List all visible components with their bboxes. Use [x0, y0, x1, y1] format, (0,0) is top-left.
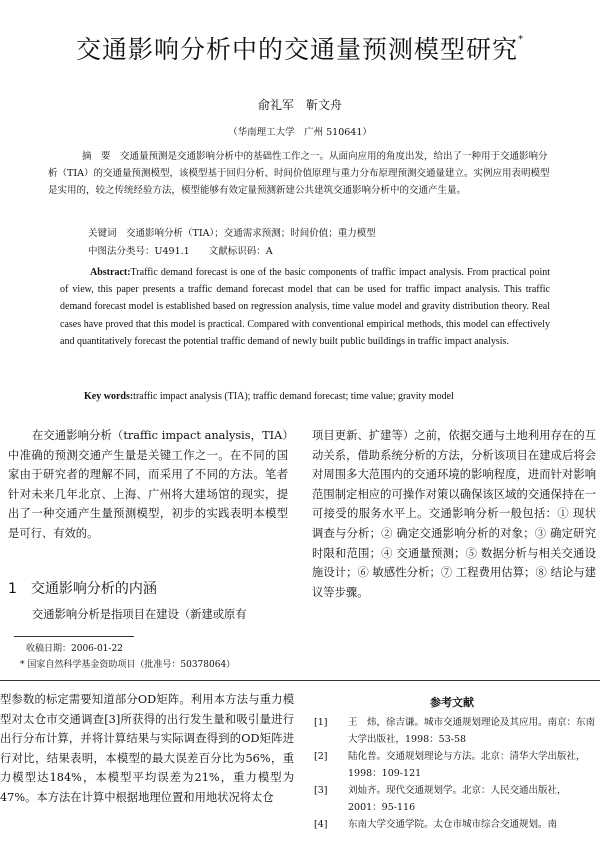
references-list	[314, 714, 598, 842]
footnote-rule	[14, 636, 134, 637]
keywords-en: Key words:traffic impact analysis (TIA); traffic demand forecast; time value; gravity model	[84, 391, 454, 402]
page-break-rule	[0, 680, 600, 681]
classification-line: 中图法分类号：U491.1 文献标识码：A	[88, 246, 273, 257]
title-footnote-mark: *	[518, 34, 524, 45]
affiliation: （华南理工大学 广州 510641）	[228, 127, 372, 138]
abstract-en-label: Abstract:	[90, 267, 131, 278]
section-paragraph: 交通影响分析是指项目在建设（新建或原有	[32, 608, 247, 621]
keywords-en-label: Key words:	[84, 391, 134, 402]
abstract-en: Abstract:Traffic demand forecast is one of the basic components of traffic impact analysis. From practical point of view, this paper presents a traffic demand forecast model that can be used for traffic impact analysis. This traffic demand forecast model is established based on regression analysis, time value model and gravity distribution theory. Real cases have proved that this model is practical. Compared with conventional empirical methods, this model can effectively and quantitatively forecast the potential traffic demand of newly built public buildings in traffic impact analysis.	[60, 267, 550, 347]
abstract-cn: 摘 要 交通量预测是交通影响分析中的基础性工作之一。从面向应用的角度出发，给出了一种用于交通影响分析（TIA）的交通量预测模型，该模型基于回归分析、时间价值原理与重力分布原理预测交通量建立。实例应用表明模型是实用的，较之传统经验方法，模型能够有效定量预测新建公共建筑交通影响分析中的交通产生量。	[48, 151, 550, 196]
continued-paragraph: 型参数的标定需要知道部分OD矩阵。利用本方法与重力模型对太仓市交通调查[3]所获得的出行发生量和吸引量进行出行分布计算，并将计算结果与实际调查得到的OD矩阵进行对比，结果表明，本模型的最大误差百分比为56%，重力模型达184%，本模型平均误差为21%，重力模型为47%。本方法在计算中根据地理位置和用地状况将太仓	[0, 693, 294, 804]
footnote-fund: * 国家自然科学基金资助项目（批准号：50378064）	[20, 660, 236, 670]
reference-item: [3] 刘灿齐。现代交通规划学。北京：人民交通出版社，2001：95-116	[314, 785, 567, 813]
keywords-cn: 关键词 交通影响分析（TIA）；交通需求预测；时间价值；重力模型	[88, 228, 376, 239]
reference-item: [2] 陆化普。交通规划理论与方法。北京：清华大学出版社，1998：109-121	[314, 751, 586, 779]
authors: 俞礼军 靳文舟	[257, 98, 342, 112]
references-title: 参考文献	[430, 696, 474, 709]
intro-paragraph: 在交通影响分析（traffic impact analysis，TIA）中准确的预测交通产生量是关键工作之一。在不同的国家由于研究者的理解不同，而采用了不同的方法。笔者针对未来几年北京、上海、广州将大建场馆的现实，提出了一种交通产生量预测模型，初步的实践表明本模型是可行、有效的。	[8, 429, 288, 540]
reference-item: [4] 东南大学交通学院。太仓市城市综合交通规划。南	[314, 819, 558, 830]
footnote-received: 收稿日期：2006-01-22	[26, 644, 123, 654]
paper-title: 交通影响分析中的交通量预测模型研究*	[75, 34, 524, 64]
section-heading: 1 交通影响分析的内涵	[8, 581, 157, 597]
reference-item: [1] 王 炜，徐吉谦。城市交通规划理论及其应用。南京：东南大学出版社，1998：53-58	[314, 717, 596, 745]
right-column-paragraph: 项目更新、扩建等）之前，依据交通与土地利用存在的互动关系，借助系统分析的方法，分析该项目在建成后将会对周围多大范围内的交通环境的影响程度，进而针对影响范围制定相应的可操作对策以确保该区域的交通保持在一可接受的服务水平上。交通影响分析一般包括：① 现状调查与分析；② 确定交通影响分析的对象；③ 确定研究时限和范围；④ 交通量预测；⑤ 数据分析与相关交通设施设计；⑥ 敏感性分析；⑦ 工程费用估算；⑧ 结论与建议等步骤。	[312, 429, 596, 599]
